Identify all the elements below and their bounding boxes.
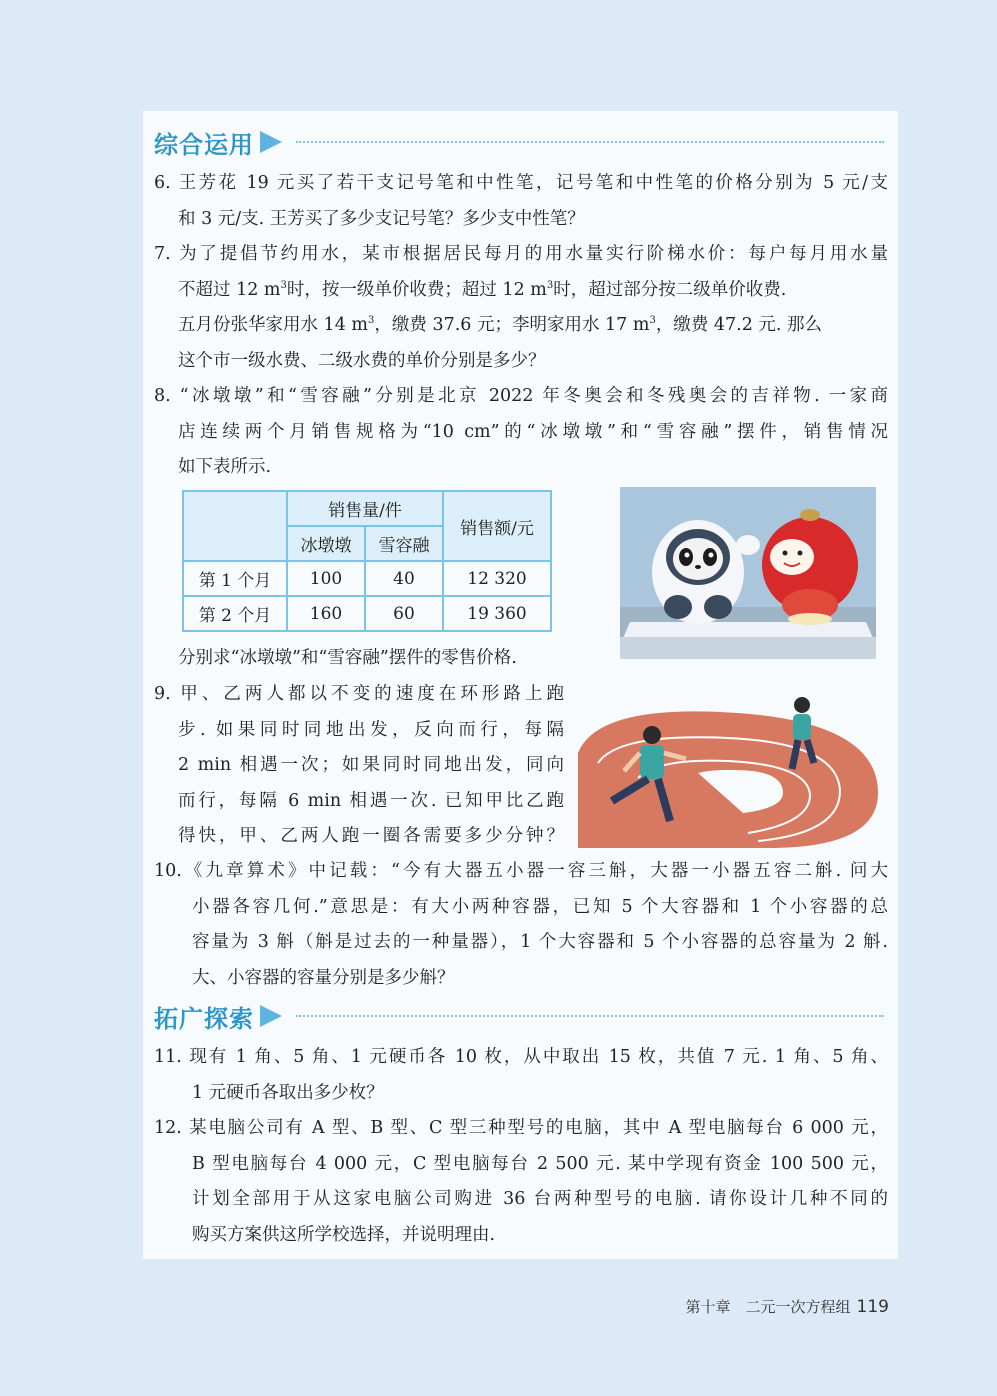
triangle-icon: [260, 131, 282, 153]
problem-line: 7. 为了提倡节约用水，某市根据居民每月的用水量实行阶梯水价：每户每月用水量: [154, 244, 888, 264]
table-row: [183, 596, 551, 631]
problem-8: [154, 379, 888, 486]
problem-line: B 型电脑每台 4 000 元，C 型电脑每台 2 500 元. 某中学现有资金 100 500 元，: [192, 1153, 888, 1174]
problem-line: 6. 王芳花 19 元买了若干支记号笔和中性笔，记号笔和中性笔的价格分别为 5 元/支: [154, 173, 888, 193]
header-shueyrhonrhon: 雪容融: [365, 526, 443, 561]
problem-line: 分别求“冰墩墩”和“雪容融”摆件的零售价格.: [178, 648, 517, 668]
problem-line: 大、小容器的容量分别是多少斛？: [192, 967, 455, 988]
row-label: 第 1 个月: [183, 561, 287, 596]
cell-amount: 19 360: [443, 596, 551, 631]
problem-line: 购买方案供这所学校选择，并说明理由.: [192, 1224, 496, 1245]
section-title: 拓广探索: [154, 1004, 254, 1033]
row-label: 第 2 个月: [183, 596, 287, 631]
cell-b: 60: [365, 596, 443, 631]
problem-line: 计划全部用于从这家电脑公司购进 36 台两种型号的电脑. 请你设计几种不同的: [192, 1189, 888, 1209]
problem-line: 五月份张华家用水 14 $m^3$，缴费 37.6 元；李明家用水 17 $m^3$，缴费 47.2 元. 那么: [178, 315, 823, 335]
section-title: 综合运用: [154, 130, 254, 159]
header-quantity: 销售量/件: [287, 491, 443, 526]
cell-amount: 12 320: [443, 561, 551, 596]
problem-line: 不超过 12 $m^3$时，按一级单价收费；超过 12 $m^3$时，超过部分按二级单价收费.: [178, 279, 787, 300]
problem-7: [154, 237, 888, 379]
header-bingdwendwen: 冰墩墩: [287, 526, 365, 561]
problem-line: 8. “冰墩墩”和“雪容融”分别是北京 2022 年冬奥会和冬残奥会的吉祥物. 一家商: [154, 386, 888, 406]
problem-line: 10.《九章算术》中记载：“今有大器五小器一容三斛，大器一小器五容二斛. 问大: [154, 861, 888, 881]
problem-line: 店连续两个月销售规格为“10 cm”的“冰墩墩”和“雪容融”摆件，销售情况: [178, 421, 888, 442]
problem-line: 容量为 3 斛（斛是过去的一种量器），1 个大容器和 5 个小容器的总容量为 2 斛.: [192, 932, 888, 952]
page-number: 119: [856, 1297, 889, 1317]
cell-a: 160: [287, 596, 365, 631]
section-heading-2: [154, 998, 282, 1034]
table-corner: [183, 491, 287, 561]
problem-line: 小器各容几何.”意思是：有大小两种容器，已知 5 个大容器和 1 个小容器的总: [192, 896, 888, 917]
mascots-photo: [620, 487, 876, 659]
triangle-icon: [260, 1005, 282, 1027]
problem-line: 和 3 元/支. 王芳买了多少支记号笔？多少支中性笔？: [178, 208, 585, 229]
problem-line: 步. 如果同时同地出发，反向而行，每隔: [178, 719, 564, 740]
problem-line: 1 元硬币各取出多少枚？: [192, 1082, 384, 1103]
problem-line: 如下表所示.: [178, 457, 272, 477]
page-footer: [686, 1296, 889, 1317]
section-heading-1: [154, 124, 282, 160]
problem-9: [154, 677, 564, 855]
problem-11: [154, 1040, 888, 1111]
problem-12: [154, 1111, 888, 1253]
problem-line: 12. 某电脑公司有 A 型、B 型、C 型三种型号的电脑，其中 A 型电脑每台 6 000 元，: [154, 1118, 888, 1138]
section-divider: [296, 141, 884, 143]
problem-line: 这个市一级水费、二级水费的单价分别是多少？: [178, 350, 546, 371]
cell-b: 40: [365, 561, 443, 596]
problem-6: [154, 166, 888, 237]
cell-a: 100: [287, 561, 365, 596]
problem-10: [154, 854, 888, 996]
sales-table: [182, 490, 552, 632]
problem-line: 2 min 相遇一次；如果同时同地出发，同向: [178, 755, 564, 775]
runners-illustration: [578, 683, 878, 848]
problem-line: 而行，每隔 6 min 相遇一次. 已知甲比乙跑: [178, 790, 564, 811]
table-row: [183, 561, 551, 596]
problem-line: 得快，甲、乙两人跑一圈各需要多少分钟？: [178, 826, 564, 846]
problem-8-question: [154, 641, 888, 677]
header-amount: 销售额/元: [443, 491, 551, 561]
problem-line: 9. 甲、乙两人都以不变的速度在环形路上跑: [154, 684, 564, 704]
problem-line: 11. 现有 1 角、5 角、1 元硬币各 10 枚，从中取出 15 枚，共值 7 元. 1 角、5 角、: [154, 1047, 888, 1067]
section-divider: [296, 1015, 884, 1017]
chapter-title: 第十章 二元一次方程组: [685, 1298, 851, 1316]
